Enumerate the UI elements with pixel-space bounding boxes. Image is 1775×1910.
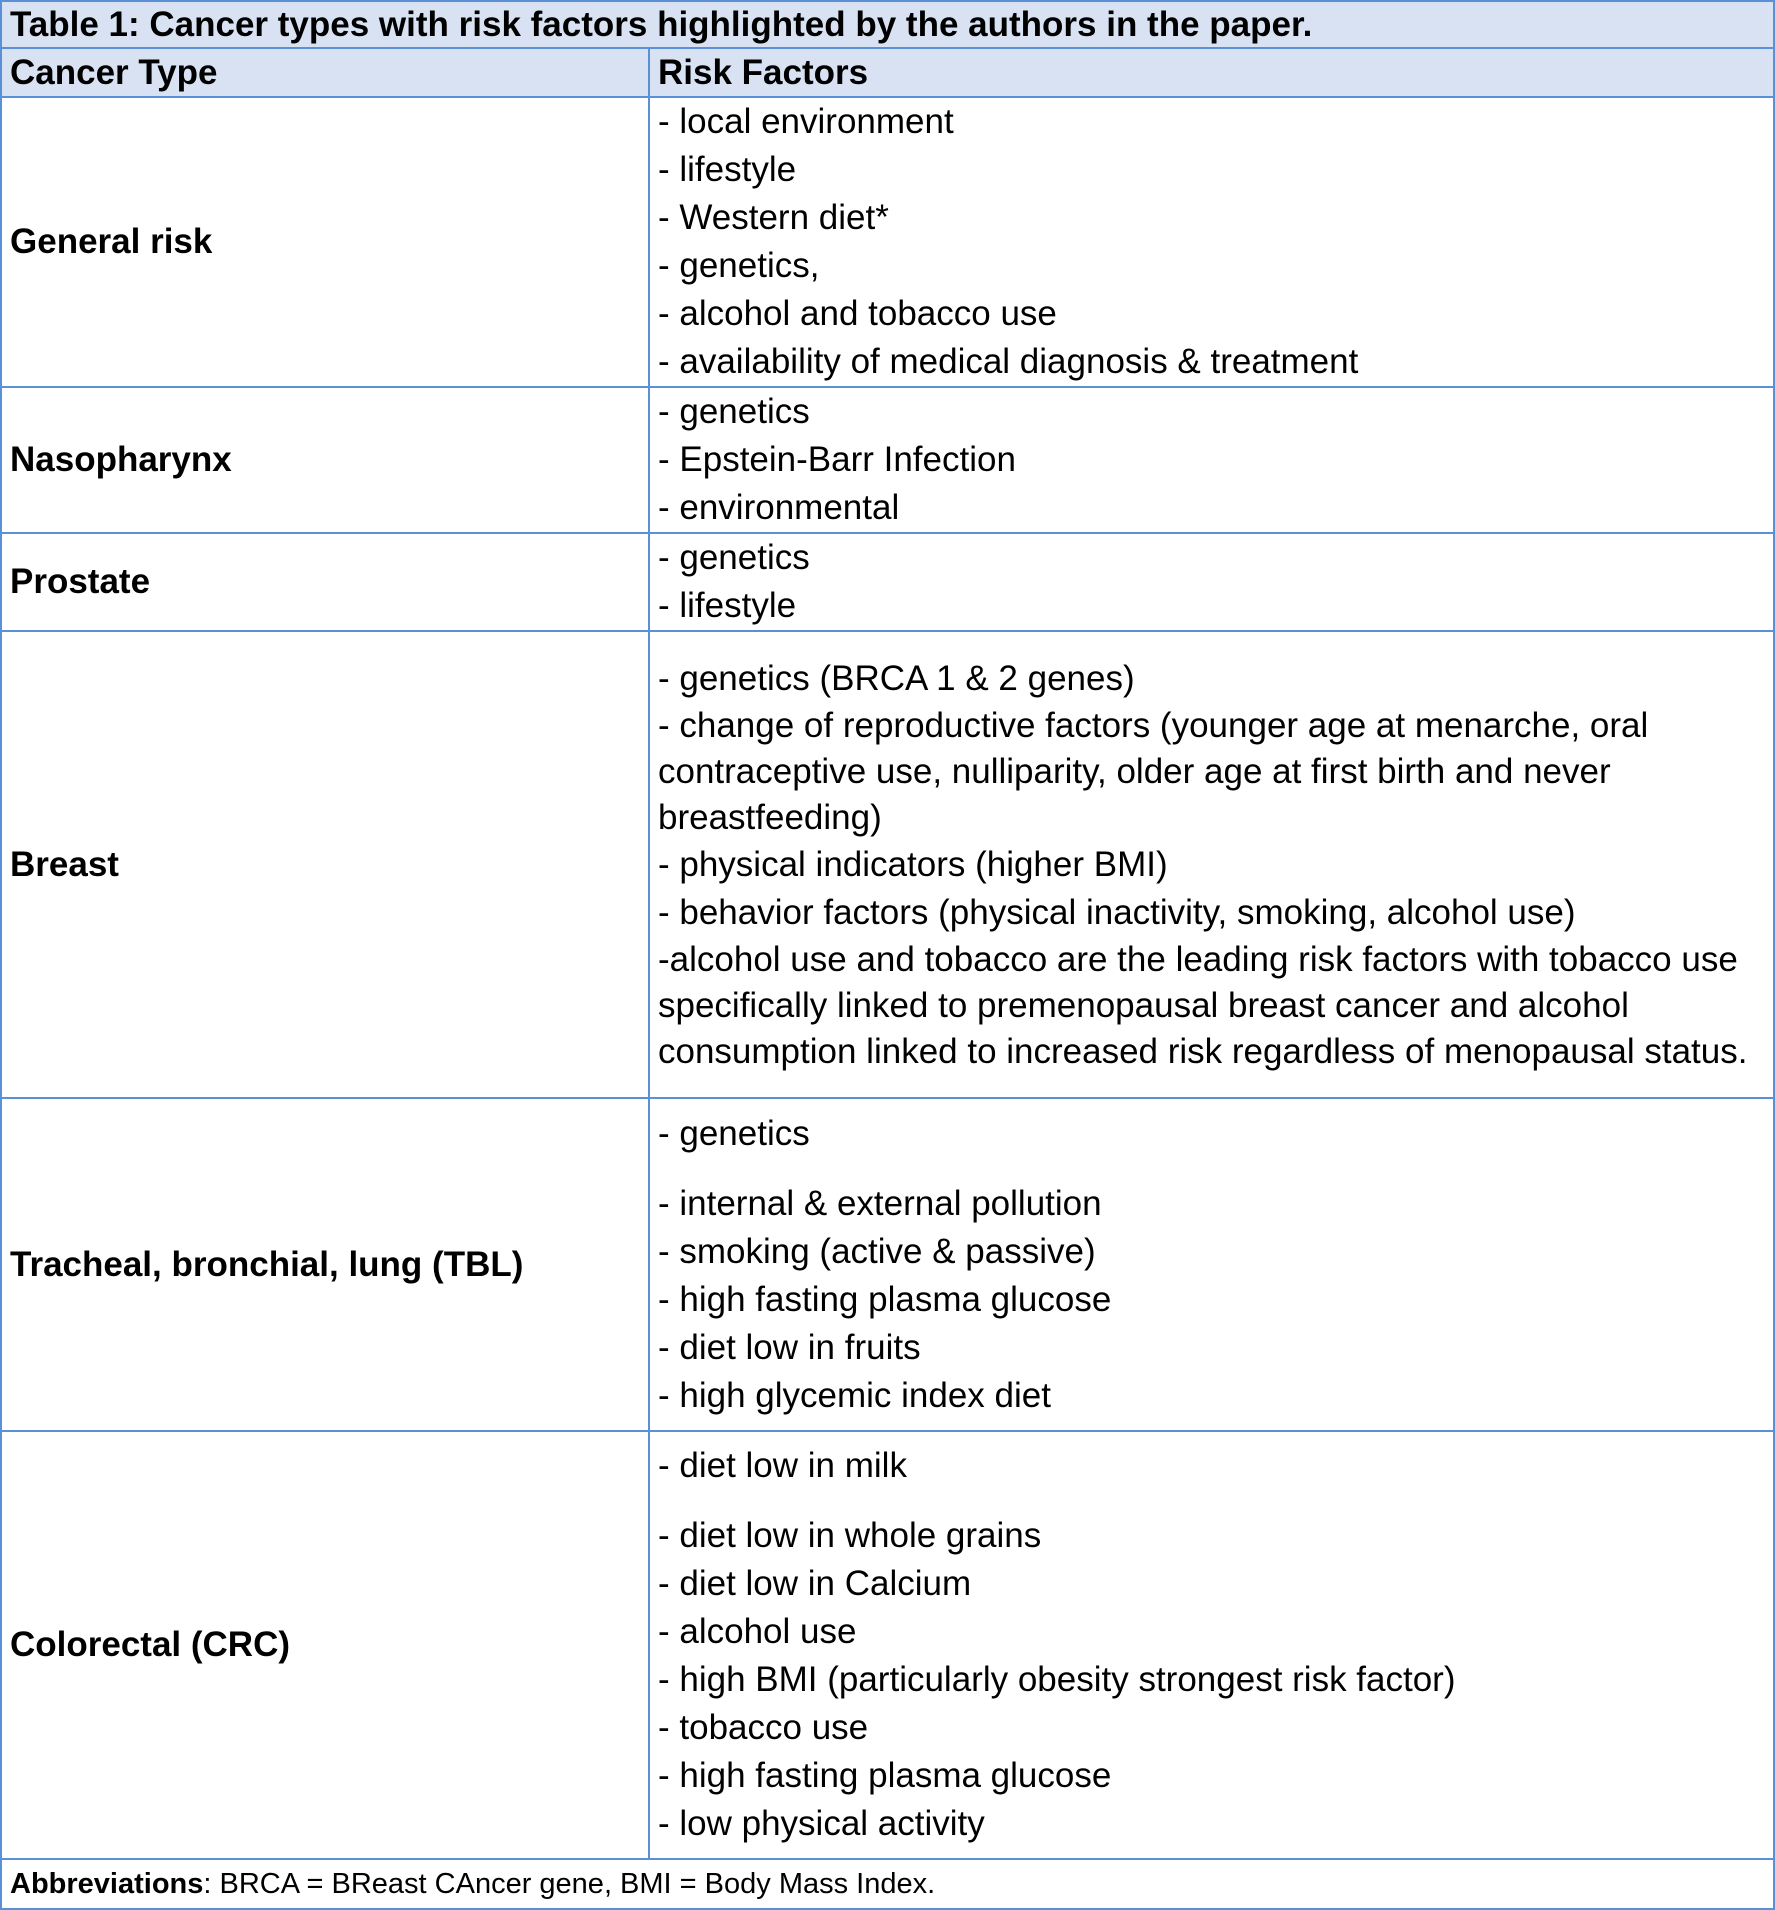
- risk-factor: - genetics,: [658, 246, 820, 285]
- risk-factor: - genetics: [658, 538, 810, 577]
- risk-factor: - change of reproductive factors (younger age at menarche, oral contraceptive use, nulliparity, older age at first birth and never breastfeeding): [658, 705, 1649, 837]
- risk-factor: - high glycemic index diet: [658, 1375, 1051, 1415]
- risk-factors-cell: [649, 1098, 1774, 1431]
- risk-factor: - high BMI (particularly obesity strongest risk factor): [658, 1660, 1456, 1699]
- risk-factor: - lifestyle: [658, 586, 797, 625]
- risk-factor: - high fasting plasma glucose: [658, 1756, 1112, 1795]
- footnote-label: Abbreviations: [10, 1868, 204, 1900]
- risk-factor: - tobacco use: [658, 1708, 869, 1747]
- table-row: [1, 1431, 1774, 1859]
- risk-factor: - availability of medical diagnosis & treatment: [658, 342, 1359, 381]
- caption-row: [1, 1, 1774, 48]
- risk-factor: - diet low in Calcium: [658, 1564, 972, 1603]
- spacer: [658, 1158, 1765, 1180]
- cancer-type-cell: Prostate: [1, 533, 649, 631]
- table-row: [1, 631, 1774, 1098]
- table-caption: Table 1: Cancer types with risk factors highlighted by the authors in the paper.: [1, 1, 1774, 48]
- risk-factor: - alcohol use: [658, 1612, 857, 1651]
- footnote-text: : BRCA = BReast CAncer gene, BMI = Body Mass Index.: [203, 1868, 936, 1900]
- risk-factors-cell: [649, 1431, 1774, 1859]
- risk-factor: - lifestyle: [658, 150, 797, 189]
- risk-factor: - local environment: [658, 102, 954, 141]
- table-row: [1, 533, 1774, 631]
- risk-factor: - smoking (active & passive): [658, 1231, 1096, 1271]
- risk-factors-cell: [649, 387, 1774, 533]
- cancer-type-cell: Breast: [1, 631, 649, 1098]
- header-risk-factors: Risk Factors: [649, 48, 1774, 97]
- risk-factor: - behavior factors (physical inactivity, smoking, alcohol use): [658, 892, 1576, 932]
- table-row: [1, 387, 1774, 533]
- risk-factor: - diet low in milk: [658, 1446, 907, 1485]
- risk-factor: -alcohol use and tobacco are the leading risk factors with tobacco use specifically linked to premenopausal breast cancer and alcohol consumption linked to increased risk regardless of menopausal status.: [658, 939, 1748, 1071]
- risk-factor: - internal & external pollution: [658, 1183, 1102, 1223]
- table-row: [1, 97, 1774, 387]
- risk-factor: - genetics: [658, 392, 810, 431]
- header-row: [1, 48, 1774, 97]
- risk-factor: - genetics (BRCA 1 & 2 genes): [658, 658, 1135, 698]
- risk-factor: - alcohol and tobacco use: [658, 294, 1057, 333]
- risk-factor: - Western diet*: [658, 198, 889, 237]
- risk-factor: - genetics: [658, 1113, 810, 1153]
- risk-factor: - physical indicators (higher BMI): [658, 844, 1168, 884]
- risk-factors-cell: [649, 97, 1774, 387]
- footnote-row: [1, 1859, 1774, 1909]
- table-row: [1, 1098, 1774, 1431]
- risk-factor: - low physical activity: [658, 1804, 985, 1843]
- risk-factors-cell: [649, 631, 1774, 1098]
- risk-factor: - high fasting plasma glucose: [658, 1279, 1112, 1319]
- abbreviations-footnote: [1, 1859, 1774, 1909]
- cancer-type-cell: Tracheal, bronchial, lung (TBL): [1, 1098, 649, 1431]
- risk-factor: - diet low in whole grains: [658, 1516, 1042, 1555]
- spacer: [658, 1490, 1765, 1512]
- risk-factors-cell: [649, 533, 1774, 631]
- risk-factor: - environmental: [658, 488, 900, 527]
- cancer-type-cell: Nasopharynx: [1, 387, 649, 533]
- risk-factor: - Epstein-Barr Infection: [658, 440, 1016, 479]
- header-cancer-type: Cancer Type: [1, 48, 649, 97]
- risk-factor: - diet low in fruits: [658, 1327, 921, 1367]
- cancer-type-cell: General risk: [1, 97, 649, 387]
- cancer-type-cell: Colorectal (CRC): [1, 1431, 649, 1859]
